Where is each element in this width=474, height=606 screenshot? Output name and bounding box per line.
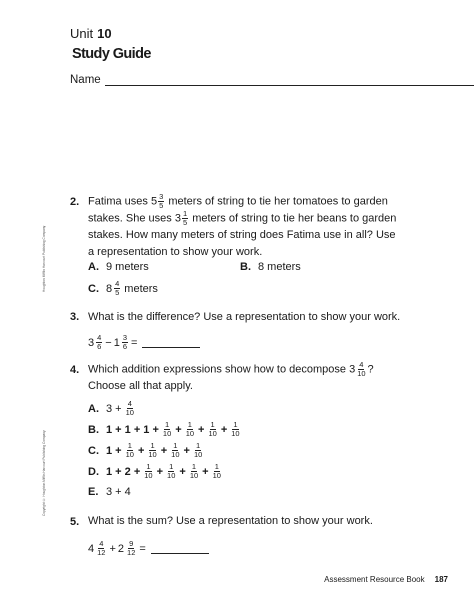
unit-heading bbox=[70, 26, 112, 41]
unit-number: 10 bbox=[97, 26, 112, 41]
q4-option-d[interactable]: D. 1 + 2 + $\frac{1}{10}$ + $\frac{1}{10}$ + $\frac{1}{10}$ + $\frac{1}{10}$ bbox=[88, 462, 221, 480]
q3-text: What is the difference? Use a representation to show your work. bbox=[88, 311, 401, 323]
page-number: 187 bbox=[434, 575, 448, 584]
q5-text: What is the sum? Use a representation to show your work. bbox=[88, 515, 373, 527]
q5-expression: 4 4 12 + 2 $\frac{9}{12}$ = bbox=[88, 540, 209, 557]
q2-text-a: Fatima uses 5 bbox=[88, 195, 158, 208]
q2-text-c: meters of string to tie her beans to garden stakes. How many meters of string does Fatima use in all? Use a representation to show your work. bbox=[88, 212, 397, 258]
q2-text bbox=[88, 193, 398, 260]
q4-option-c[interactable]: C. 1 + $\frac{1}{10}$ + $\frac{1}{10}$ + $\frac{1}{10}$ + $\frac{1}{10}$ bbox=[88, 441, 203, 459]
q5-number: 5. bbox=[70, 516, 80, 528]
q5-answer-blank[interactable] bbox=[151, 544, 209, 554]
q4-fraction: $\frac{4}{10}$ bbox=[357, 360, 366, 378]
q2-option-c[interactable]: C. 8 4 5 meters bbox=[88, 279, 158, 297]
unit-label: Unit bbox=[70, 26, 94, 41]
q2-option-b[interactable]: B. 8 meters bbox=[240, 261, 301, 273]
q2-fraction-b: $\frac{1}{5}$ bbox=[182, 209, 188, 227]
q2-fraction-a: $\frac{3}{5}$ bbox=[159, 192, 164, 210]
copyright-note: Copyright © Houghton Mifflin Harcourt Publishing Company bbox=[42, 430, 46, 516]
name-row bbox=[70, 74, 474, 86]
publisher-note: Houghton Mifflin Harcourt Publishing Company bbox=[42, 225, 46, 292]
q4-number: 4. bbox=[70, 364, 80, 376]
q3-number: 3. bbox=[70, 311, 80, 323]
name-field[interactable] bbox=[105, 74, 474, 86]
q2-text-b: meters of string to tie her tomatoes to garden stakes. She uses 3 bbox=[88, 195, 388, 225]
q4-option-b[interactable]: B. 1 + 1 + 1 + $\frac{1}{10}$ + $\frac{1}{10}$ + $\frac{1}{10}$ + $\frac{1}{10}$ bbox=[88, 420, 240, 438]
q2-number: 2. bbox=[70, 196, 80, 208]
q4-option-e[interactable]: E. 3 + 4 bbox=[88, 486, 131, 498]
q3-answer-blank[interactable] bbox=[142, 338, 200, 348]
page-footer bbox=[324, 575, 448, 584]
book-title: Assessment Resource Book bbox=[324, 575, 425, 584]
q4-option-a[interactable]: A. 3 + $\frac{4}{10}$ bbox=[88, 399, 134, 417]
page-title: Study Guide bbox=[72, 46, 151, 62]
q4-text: Which addition expressions show how to decompose 3 $\frac{4}{10}$ ? Choose all that apply. bbox=[88, 360, 374, 392]
name-label: Name bbox=[70, 74, 101, 86]
q2-option-a[interactable]: A. 9 meters bbox=[88, 261, 149, 273]
q3-expression: 3 4 6 − 1 $\frac{3}{6}$ = bbox=[88, 334, 200, 351]
